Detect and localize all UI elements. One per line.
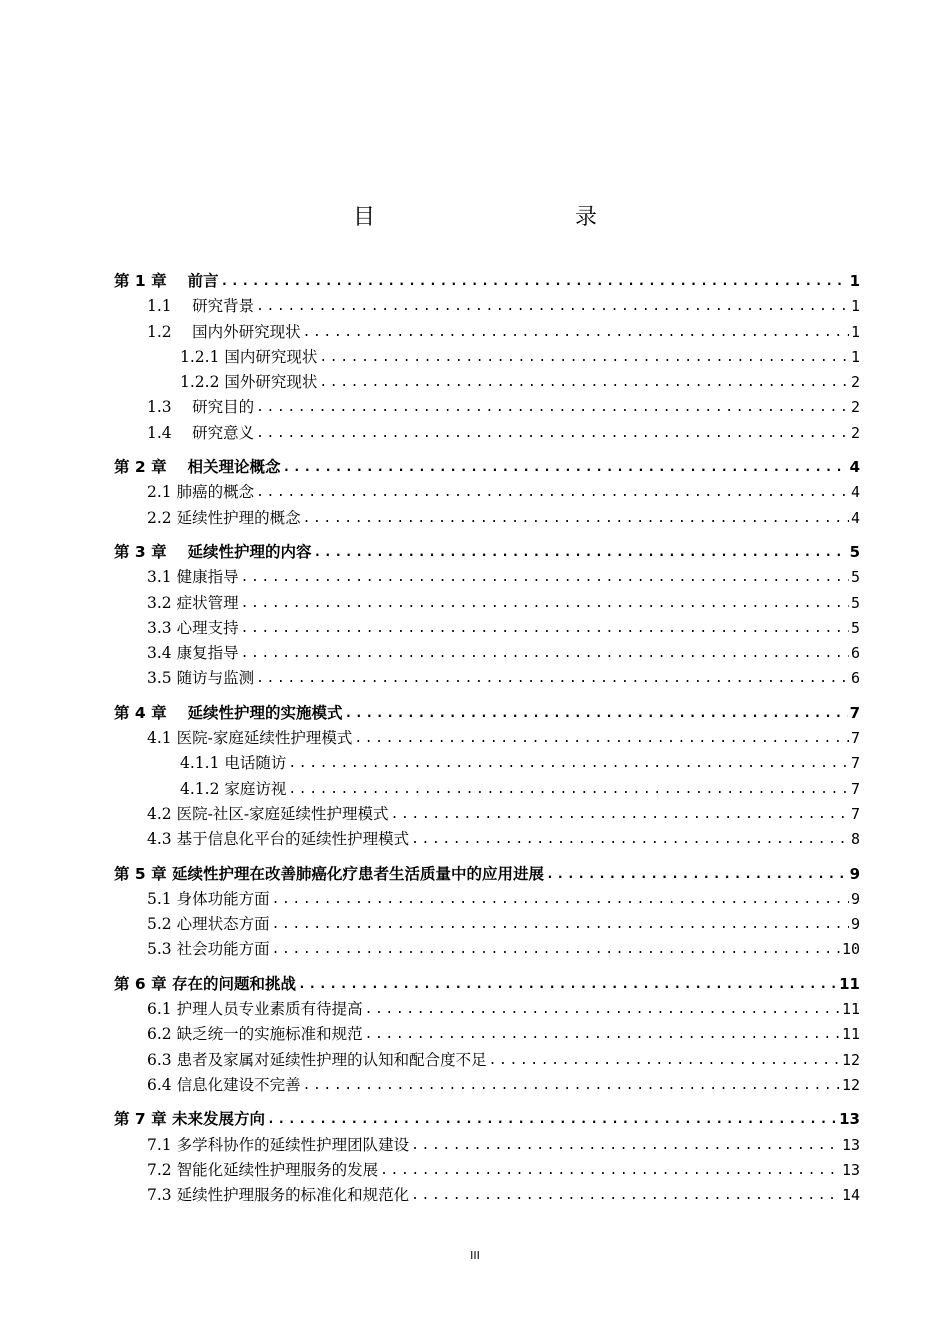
toc-entry-label: 第 3 章 延续性护理的内容: [114, 542, 312, 561]
toc-entry-page: 2: [850, 398, 860, 417]
toc-entry-page: 4: [850, 483, 860, 502]
toc-entry-label: 1.2 国内外研究现状: [147, 322, 301, 341]
dot-leader: [241, 641, 849, 666]
toc-entry-label: 4.2 医院-社区-家庭延续性护理模式: [147, 804, 389, 823]
toc-section-entry[interactable]: [0, 777, 950, 802]
dot-leader: [220, 269, 847, 294]
toc-section-entry[interactable]: [0, 1048, 950, 1073]
table-of-contents: [0, 269, 950, 1217]
dot-leader: [256, 666, 849, 691]
toc-entry-page: 7: [850, 754, 860, 773]
toc-section-entry[interactable]: [0, 506, 950, 531]
toc-entry-page: 9: [850, 915, 860, 934]
toc-section-entry[interactable]: [0, 937, 950, 962]
toc-entry-page: 5: [849, 542, 860, 561]
toc-chapter-3: [0, 540, 950, 692]
toc-chapter-7: [0, 1107, 950, 1208]
page-number: III: [470, 1249, 480, 1262]
toc-section-entry[interactable]: [0, 1183, 950, 1208]
toc-entry-page: 6: [850, 669, 860, 688]
toc-entry-label: 3.3 心理支持: [147, 618, 239, 637]
toc-section-entry[interactable]: [0, 345, 950, 370]
toc-chapter-2: [0, 455, 950, 531]
toc-chapter-6: [0, 972, 950, 1098]
dot-leader: [489, 1048, 840, 1073]
toc-chapter-entry[interactable]: [0, 862, 950, 887]
toc-section-entry[interactable]: [0, 1133, 950, 1158]
dot-leader: [344, 701, 847, 726]
dot-leader: [267, 1107, 837, 1132]
toc-entry-label: 3.5 随访与监测: [147, 669, 255, 688]
toc-entry-page: 11: [841, 1000, 860, 1019]
dot-leader: [303, 506, 849, 531]
toc-entry-label: 2.2 延续性护理的概念: [147, 508, 301, 527]
dot-leader: [319, 345, 849, 370]
dot-leader: [272, 887, 849, 912]
toc-entry-page: 5: [850, 618, 860, 637]
toc-entry-page: 5: [850, 568, 860, 587]
toc-entry-page: 2: [850, 423, 860, 442]
toc-entry-page: 13: [841, 1135, 860, 1154]
dot-leader: [282, 455, 847, 480]
dot-leader: [391, 802, 849, 827]
dot-leader: [411, 1133, 840, 1158]
toc-entry-page: 1: [849, 272, 860, 290]
toc-entry-page: 2: [850, 373, 860, 392]
toc-entry-page: 9: [849, 864, 860, 883]
toc-entry-label: 1.4 研究意义: [147, 423, 255, 442]
toc-chapter-5: [0, 862, 950, 963]
toc-entry-page: 6: [850, 644, 860, 663]
toc-section-entry[interactable]: [0, 370, 950, 395]
toc-entry-label: 4.1 医院-家庭延续性护理模式: [147, 729, 353, 748]
dot-leader: [256, 395, 849, 420]
dot-leader: [411, 827, 849, 852]
toc-entry-label: 第 4 章 延续性护理的实施模式: [114, 703, 343, 722]
dot-leader: [288, 777, 849, 802]
toc-chapter-entry[interactable]: [0, 455, 950, 480]
toc-entry-page: 8: [850, 830, 860, 849]
toc-section-entry[interactable]: [0, 997, 950, 1022]
dot-leader: [298, 972, 837, 997]
toc-chapter-entry[interactable]: [0, 701, 950, 726]
toc-section-entry[interactable]: [0, 887, 950, 912]
toc-entry-page: 7: [849, 703, 860, 722]
toc-entry-page: 13: [841, 1160, 860, 1179]
toc-section-entry[interactable]: [0, 616, 950, 641]
toc-entry-label: 1.3 研究目的: [147, 398, 255, 417]
dot-leader: [241, 616, 849, 641]
toc-entry-label: 3.2 症状管理: [147, 593, 239, 612]
dot-leader: [319, 370, 849, 395]
dot-leader: [272, 912, 849, 937]
toc-section-entry[interactable]: [0, 1158, 950, 1183]
dot-leader: [303, 320, 849, 345]
toc-entry-page: 1: [850, 297, 860, 316]
dot-leader: [380, 1158, 840, 1183]
toc-section-entry[interactable]: [0, 294, 950, 319]
toc-entry-label: 7.2 智能化延续性护理服务的发展: [147, 1160, 379, 1179]
dot-leader: [313, 540, 847, 565]
toc-chapter-entry[interactable]: [0, 1107, 950, 1132]
toc-section-entry[interactable]: [0, 565, 950, 590]
dot-leader: [272, 937, 840, 962]
toc-entry-page: 5: [850, 593, 860, 612]
toc-chapter-1: [0, 269, 950, 446]
toc-entry-label: 5.2 心理状态方面: [147, 915, 270, 934]
toc-section-entry[interactable]: [0, 641, 950, 666]
toc-entry-page: 4: [849, 458, 860, 477]
toc-entry-page: 12: [841, 1050, 860, 1069]
toc-entry-label: 6.3 患者及家属对延续性护理的认知和配合度不足: [147, 1050, 487, 1069]
toc-entry-label: 第 1 章 前言: [114, 272, 219, 290]
toc-entry-label: 第 7 章 未来发展方向: [114, 1110, 265, 1129]
toc-section-entry[interactable]: [0, 1073, 950, 1098]
toc-section-entry[interactable]: [0, 421, 950, 446]
toc-entry-label: 3.1 健康指导: [147, 568, 239, 587]
dot-leader: [365, 997, 840, 1022]
toc-entry-page: 11: [839, 974, 860, 993]
dot-leader: [303, 1073, 840, 1098]
toc-entry-label: 7.3 延续性护理服务的标准化和规范化: [147, 1186, 410, 1205]
toc-entry-page: 10: [841, 940, 860, 959]
toc-entry-label: 第 2 章 相关理论概念: [114, 458, 281, 477]
toc-entry-page: 11: [841, 1025, 860, 1044]
toc-entry-page: 7: [850, 804, 860, 823]
toc-entry-page: 1: [850, 347, 860, 366]
toc-entry-label: 4.1.1 电话随访: [180, 754, 287, 773]
toc-entry-label: 6.4 信息化建设不完善: [147, 1075, 301, 1094]
toc-section-entry[interactable]: [0, 726, 950, 751]
toc-entry-label: 6.1 护理人员专业素质有待提高: [147, 1000, 363, 1019]
toc-entry-page: 9: [850, 889, 860, 908]
toc-chapter-entry[interactable]: [0, 972, 950, 997]
toc-chapter-entry[interactable]: [0, 269, 950, 294]
toc-section-entry[interactable]: [0, 395, 950, 420]
toc-section-entry[interactable]: [0, 827, 950, 852]
toc-entry-label: 7.1 多学科协作的延续性护理团队建设: [147, 1135, 410, 1154]
toc-entry-label: 第 5 章 延续性护理在改善肺癌化疗患者生活质量中的应用进展: [114, 864, 544, 883]
toc-entry-label: 1.2.2 国外研究现状: [180, 373, 318, 392]
toc-section-entry[interactable]: [0, 320, 950, 345]
dot-leader: [546, 862, 848, 887]
toc-section-entry[interactable]: [0, 666, 950, 691]
dot-leader: [288, 751, 849, 776]
dot-leader: [256, 480, 849, 505]
toc-section-entry[interactable]: [0, 912, 950, 937]
dot-leader: [411, 1183, 840, 1208]
toc-entry-page: 14: [841, 1186, 860, 1205]
dot-leader: [354, 726, 849, 751]
page-title: 目 录: [352, 205, 649, 230]
toc-entry-label: 3.4 康复指导: [147, 644, 239, 663]
toc-entry-label: 6.2 缺乏统一的实施标准和规范: [147, 1025, 363, 1044]
toc-entry-page: 13: [839, 1110, 860, 1129]
toc-entry-label: 1.1 研究背景: [147, 297, 255, 316]
toc-entry-page: 12: [841, 1075, 860, 1094]
toc-section-entry[interactable]: [0, 480, 950, 505]
toc-entry-page: 7: [850, 779, 860, 798]
toc-section-entry[interactable]: [0, 591, 950, 616]
dot-leader: [256, 294, 849, 319]
toc-chapter-4: [0, 701, 950, 853]
toc-section-entry[interactable]: [0, 751, 950, 776]
dot-leader: [241, 591, 849, 616]
toc-entry-label: 2.1 肺癌的概念: [147, 483, 255, 502]
toc-entry-label: 第 6 章 存在的问题和挑战: [114, 974, 296, 993]
toc-entry-label: 5.3 社会功能方面: [147, 940, 270, 959]
toc-chapter-entry[interactable]: [0, 540, 950, 565]
toc-entry-page: 7: [850, 729, 860, 748]
toc-entry-label: 1.2.1 国内研究现状: [180, 347, 318, 366]
dot-leader: [256, 421, 849, 446]
toc-section-entry[interactable]: [0, 802, 950, 827]
toc-entry-label: 5.1 身体功能方面: [147, 889, 270, 908]
toc-entry-page: 1: [850, 322, 860, 341]
dot-leader: [365, 1022, 840, 1047]
toc-entry-page: 4: [850, 508, 860, 527]
toc-section-entry[interactable]: [0, 1022, 950, 1047]
toc-entry-label: 4.3 基于信息化平台的延续性护理模式: [147, 830, 410, 849]
dot-leader: [241, 565, 849, 590]
toc-entry-label: 4.1.2 家庭访视: [180, 779, 287, 798]
